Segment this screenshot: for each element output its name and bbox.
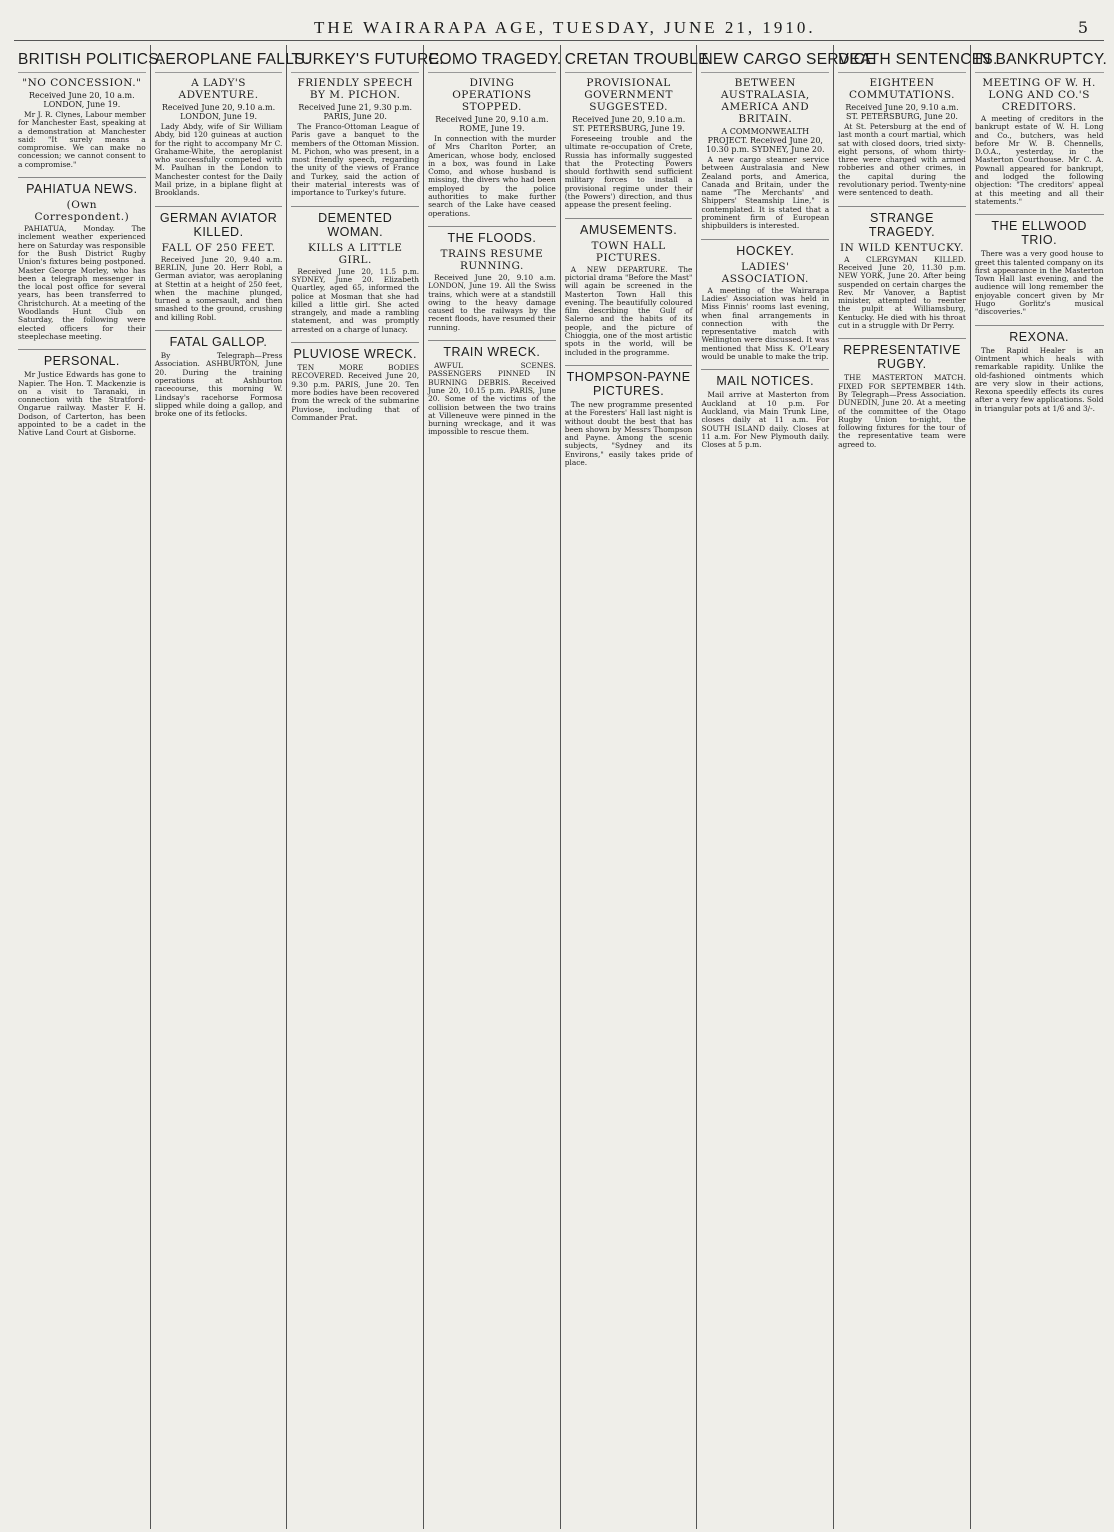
dateline: Received June 21, 9.30 p.m. PARIS, June 20. — [298, 103, 413, 121]
article-body: PAHIATUA, Monday. The inclement weather experienced here on Saturday was responsible for the Bush District Rugby Union's fixtures being postponed. Master George Morley, who has been a telegraph messenger in the local post office for several years, has been transferred to Christchurch. At a meeting of the Woodlands Hunt Club on Saturday, the following were elected officers for their steeplechase meeting. — [18, 224, 146, 341]
column-headline: IN BANKRUPTCY. — [975, 51, 1104, 73]
section-headline: PERSONAL. — [18, 349, 146, 368]
column-8 — [971, 45, 1108, 1529]
article-body: Received June 20, 9.40 a.m. BERLIN, June 20. Herr Robl, a German aviator, was aeroplaning at Stettin at a height of 250 feet, when the machine plunged, turned a somersault, and then smashed to the ground, crushing and killing Robl. — [154, 254, 283, 322]
article-body: A meeting of the Wairarapa Ladies' Association was held in Miss Finnis' rooms last evening, when final arrangements in connection with the representative match with Wellington were discussed. It was mentioned that Miss K. O'Leary would be unable to make the trip. — [701, 285, 830, 362]
column-headline: AEROPLANE FALLS. — [155, 51, 283, 73]
section-headline: MAIL NOTICES. — [701, 369, 829, 388]
article-body: A meeting of creditors in the bankrupt estate of W. H. Long and Co., butchers, was held before Mr W. B. Chennells, D.O.A., yesterday, in the Masterton Courthouse. Mr C. A. Pownall appeared for bankrupt, and lodged the following objection: "The creditors' appeal at this meeting and all their statements." — [974, 114, 1104, 206]
article-body: Received June 20, 9.10 a.m. LONDON, June 19. All the Swiss trains, which were at a standstill owing to the heavy damage caused to the railways by the recent floods, have resumed their running. — [428, 272, 556, 332]
article-body: Mail arrive at Masterton from Auckland at 10 p.m. For Auckland, via Main Trunk Line, closes daily at 11 a.m. For SOUTH ISLAND daily. Closes at 11 a.m. For New Plymouth daily. Closes at 5 p.m. — [701, 390, 830, 450]
article-body: The Franco-Ottoman League of Paris gave a banquet to the members of the Ottoman Mission. M. Pichon, who was present, in a most friendly speech, regarding the unity of the views of France and Turkey, said the action of their material interests was of importance to Turkey's future. — [291, 122, 420, 198]
column-3 — [287, 45, 444, 1529]
section-headline: FATAL GALLOP. — [155, 330, 283, 349]
sub-headline: "NO CONCESSION." — [22, 77, 142, 89]
column-4 — [424, 45, 561, 1529]
column-7 — [834, 45, 998, 1529]
dateline: Received June 20, 9.10 a.m. ST. PETERSBURG, June 20. — [845, 103, 959, 121]
article-body: At St. Petersburg at the end of last month a court martial, which sat with closed doors, tried sixty-eight persons, of whom thirty-three were charged with armed robberies and other crimes, in the capital during the revolutionary period. Twenty-nine were sentenced to death. — [838, 122, 966, 198]
article-body: A new cargo steamer service between Australasia and New Zealand ports, and America, Canada and Britain, under the name "The Merchants' and Shippers' Steamship Line," is contemplated. It is stated that a prominent firm of European shipbuilders is interested. — [701, 155, 830, 231]
article-body: Lady Abdy, wife of Sir William Abdy, bid 120 guineas at auction for the right to accompany Mr C. Grahame-White, the aeroplanist who successfully competed with M. Paulhan in the London to Manchester contest for the Daily Mail prize, in a biplane flight at Brooklands. — [154, 122, 283, 198]
sub-headline: BETWEEN AUSTRALASIA, AMERICA AND BRITAIN. — [720, 77, 810, 125]
sub-headline: FRIENDLY SPEECH BY M. PICHON. — [297, 77, 413, 101]
column-2 — [151, 45, 310, 1529]
sub-headline: MEETING OF W. H. LONG AND CO.'S CREDITORS. — [982, 77, 1096, 113]
article-body: Foreseeing trouble and the ultimate re-occupation of Crete, Russia has informally suggested that the Protecting Powers should forthwith send sufficient military forces to install a provisional regime under their (the Powers') direction, and thus appease the present feeling. — [564, 134, 693, 210]
section-headline: THE ELLWOOD TRIO. — [975, 214, 1104, 247]
section-sub-headline: LADIES' ASSOCIATION. — [721, 260, 809, 285]
article-body: The Rapid Healer is an Ointment which heals with remarkable rapidity. Unlike the old-fashioned ointments which are very slow in their actions, Rexona speedily effects its cures after a very few applications. Sold in triangular pots at 1/6 and 3/-. — [974, 345, 1104, 413]
section-sub-headline: IN WILD KENTUCKY. — [840, 241, 964, 254]
column-1 — [14, 45, 164, 1529]
column-6 — [697, 45, 876, 1529]
page-number: 5 — [1077, 18, 1088, 37]
section-headline: DEMENTED WOMAN. — [291, 206, 419, 239]
article-body: A NEW DEPARTURE. The pictorial drama "Before the Mast" will again be screened in the Masterton Town Hall this evening. The beautifully coloured film describing the Gulf of Salerno and the habits of its people, and the picture of Chioggia, one of the most artistic spots in the world, will be included in the programme. — [564, 264, 693, 357]
column-headline: TURKEY'S FUTURE. — [291, 51, 419, 73]
dateline: A COMMONWEALTH PROJECT. Received June 20, 10.30 p.m. SYDNEY, June 20. — [705, 127, 825, 154]
section-sub-headline: FALL OF 250 FEET. — [161, 241, 276, 254]
section-sub-headline: (Own Correspondent.) — [34, 199, 130, 224]
section-headline: THE FLOODS. — [428, 226, 556, 245]
section-headline: AMUSEMENTS. — [565, 218, 693, 237]
article-body: Mr J. R. Clynes, Labour member for Manchester East, speaking at a demonstration at Manchester said: "It surely means a compromise. We can make no concession; we cannot consent to a compromise." — [18, 110, 146, 169]
sub-headline: PROVISIONAL GOVERNMENT SUGGESTED. — [584, 77, 673, 113]
article-body: In connection with the murder of Mrs Charlton Porter, an American, whose body, enclosed in a box, was found in Lake Como, and whose husband is missing, the divers who had been employed by the police authorities to make further search of the Lake have ceased operations. — [428, 134, 556, 218]
section-sub-headline: KILLS A LITTLE GIRL. — [308, 241, 403, 266]
column-headline: NEW CARGO SERVICE — [701, 51, 829, 73]
section-headline: STRANGE TRAGEDY. — [838, 206, 966, 239]
sub-headline: EIGHTEEN COMMUTATIONS. — [848, 77, 955, 101]
article-body: TEN MORE BODIES RECOVERED. Received June 20, 9.30 p.m. PARIS, June 20. Ten more bodies have been recovered from the wreck of the submarine Pluviose, including that of Commander Prat. — [291, 363, 420, 422]
column-headline: COMO TRAGEDY. — [428, 51, 556, 73]
section-headline: GERMAN AVIATOR KILLED. — [155, 206, 283, 239]
article-body: Received June 20, 11.5 p.m. SYDNEY, June 20. Elizabeth Quartley, aged 65, informed the police at Mosman that she had killed a little girl. She acted strangely, and made a rambling statement, and was promptly arrested on a charge of lunacy. — [291, 266, 420, 334]
column-headline: BRITISH POLITICS. — [18, 51, 146, 73]
section-sub-headline: TRAINS RESUME RUNNING. — [440, 247, 544, 272]
section-headline: THOMPSON-PAYNE PICTURES. — [565, 365, 693, 398]
article-body: The new programme presented at the Foresters' Hall last night is without doubt the best that has been shown by Messrs Thompson and Payne. Among the scenic subjects, "Sydney and its Environs," easily takes pride of place. — [564, 399, 693, 468]
dateline: Received June 20, 9.10 a.m. ST. PETERSBURG, June 19. — [571, 115, 686, 133]
column-headline: DEATH SENTENCES. — [838, 51, 966, 73]
section-headline: PLUVIOSE WRECK. — [291, 342, 419, 361]
sub-headline: DIVING OPERATIONS STOPPED. — [452, 77, 532, 113]
sub-headline: A LADY'S ADVENTURE. — [178, 77, 259, 101]
dateline: Received June 20, 10 a.m. LONDON, June 19. — [29, 91, 135, 109]
article-body: There was a very good house to greet this talented company on its first appearance in the Masterton Town Hall last evening, and the audience will long remember the enjoyable concert given by Mr Hugo Gorlitz's musical "discoveries." — [974, 249, 1104, 317]
section-headline: REXONA. — [975, 325, 1104, 344]
section-headline: REPRESENTATIVE RUGBY. — [838, 338, 966, 371]
article-body: By Telegraph—Press Association. ASHBURTON, June 20. During the training operations at Ashburton racecourse, this morning W. Lindsay's racehorse Formosa slipped while doing a gallop, and broke one of its fetlocks. — [154, 351, 283, 419]
column-5 — [561, 45, 714, 1529]
article-body: AWFUL SCENES. PASSENGERS PINNED IN BURNING DEBRIS. Received June 20, 10.15 p.m. PARIS, June 20. Some of the victims of the collision between the two trains at Villeneuve were pinned in the burning wreckage, and it was impossible to rescue them. — [428, 361, 556, 437]
article-columns — [14, 45, 1108, 1529]
dateline: Received June 20, 9.10 a.m. LONDON, June 19. — [161, 103, 276, 121]
section-headline: PAHIATUA NEWS. — [18, 177, 146, 196]
dateline: Received June 20, 9.10 a.m. ROME, June 19. — [435, 115, 549, 133]
column-headline: CRETAN TROUBLE. — [565, 51, 693, 73]
section-headline: HOCKEY. — [701, 239, 829, 258]
section-sub-headline: TOWN HALL PICTURES. — [591, 239, 666, 264]
article-body: Mr Justice Edwards has gone to Napier. The Hon. T. Mackenzie is on a visit to Taranaki, in connection with the Stratford-Ongarue railway. Master F. H. Dodson, of Carterton, has been appointed to be a cadet in the Native Land Court at Gisborne. — [18, 370, 146, 438]
masthead-title: THE WAIRARAPA AGE, TUESDAY, JUNE 21, 1910. — [314, 18, 816, 37]
article-body: THE MASTERTON MATCH. FIXED FOR SEPTEMBER 14th. By Telegraph—Press Association. DUNEDIN, June 20. At a meeting of the committee of the Otago Rugby Union to-night, the following fixtures for the tour of the representative team were agreed to. — [838, 373, 966, 449]
masthead — [14, 18, 1104, 41]
section-headline: TRAIN WRECK. — [428, 340, 556, 359]
article-body: A CLERGYMAN KILLED. Received June 20, 11.30 p.m. NEW YORK, June 20. After being suspended on certain charges the Rev. Mr Vanover, a Baptist minister, attempted to reenter the pulpit at Williamsburg, Kentucky. He died with his throat cut in a struggle with Dr Perry. — [838, 254, 966, 331]
